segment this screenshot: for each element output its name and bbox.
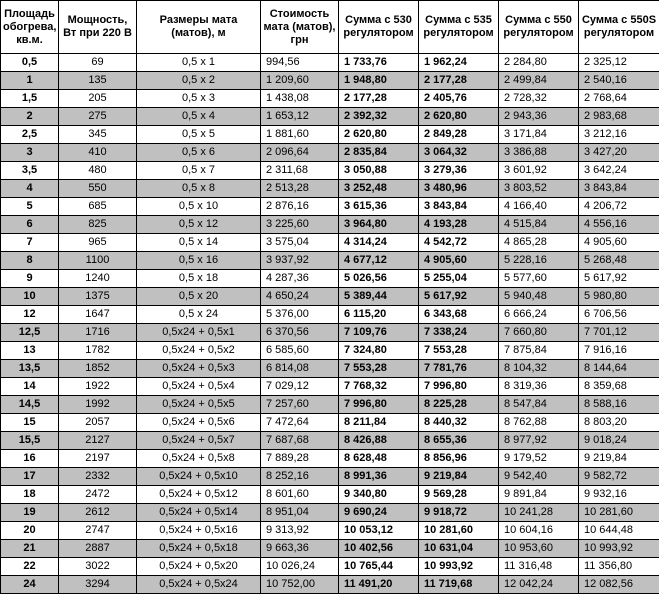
table-row bbox=[1, 90, 659, 108]
cell-size: 0,5 х 6 bbox=[137, 144, 261, 162]
cell-cost: 8 252,16 bbox=[261, 468, 339, 486]
cell-sum-550: 11 316,48 bbox=[499, 558, 579, 576]
cell-size: 0,5х24 + 0,5х12 bbox=[137, 486, 261, 504]
cell-cost: 10 752,00 bbox=[261, 576, 339, 594]
cell-area: 20 bbox=[1, 522, 59, 540]
cell-sum-550s: 8 144,64 bbox=[579, 360, 659, 378]
cell-cost: 2 876,16 bbox=[261, 198, 339, 216]
header-row bbox=[1, 1, 659, 54]
cell-cost: 7 687,68 bbox=[261, 432, 339, 450]
cell-cost: 9 313,92 bbox=[261, 522, 339, 540]
cell-sum-550s: 9 582,72 bbox=[579, 468, 659, 486]
cell-sum-550: 2 284,80 bbox=[499, 54, 579, 72]
cell-power: 965 bbox=[59, 234, 137, 252]
cell-sum-550: 3 601,92 bbox=[499, 162, 579, 180]
table-row bbox=[1, 108, 659, 126]
cell-cost: 6 370,56 bbox=[261, 324, 339, 342]
cell-sum-550s: 8 588,16 bbox=[579, 396, 659, 414]
cell-area: 1 bbox=[1, 72, 59, 90]
cell-area: 6 bbox=[1, 216, 59, 234]
cell-area: 2,5 bbox=[1, 126, 59, 144]
cell-sum-550s: 2 768,64 bbox=[579, 90, 659, 108]
cell-size: 0,5 х 4 bbox=[137, 108, 261, 126]
cell-sum-550: 7 875,84 bbox=[499, 342, 579, 360]
cell-size: 0,5х24 + 0,5х20 bbox=[137, 558, 261, 576]
cell-sum-530: 8 426,88 bbox=[339, 432, 419, 450]
cell-size: 0,5 х 16 bbox=[137, 252, 261, 270]
cell-cost: 1 653,12 bbox=[261, 108, 339, 126]
cell-area: 14 bbox=[1, 378, 59, 396]
cell-sum-550: 2 943,36 bbox=[499, 108, 579, 126]
cell-sum-550: 8 319,36 bbox=[499, 378, 579, 396]
cell-area: 13 bbox=[1, 342, 59, 360]
cell-sum-535: 9 219,84 bbox=[419, 468, 499, 486]
cell-cost: 994,56 bbox=[261, 54, 339, 72]
cell-sum-535: 7 553,28 bbox=[419, 342, 499, 360]
cell-sum-535: 2 405,76 bbox=[419, 90, 499, 108]
cell-cost: 2 311,68 bbox=[261, 162, 339, 180]
cell-power: 2612 bbox=[59, 504, 137, 522]
header-power: Мощность, Вт при 220 В bbox=[59, 1, 137, 54]
cell-sum-550: 8 547,84 bbox=[499, 396, 579, 414]
cell-sum-530: 1 948,80 bbox=[339, 72, 419, 90]
cell-sum-530: 3 050,88 bbox=[339, 162, 419, 180]
cell-size: 0,5х24 + 0,5х4 bbox=[137, 378, 261, 396]
table-row bbox=[1, 324, 659, 342]
cell-cost: 1 881,60 bbox=[261, 126, 339, 144]
cell-sum-530: 8 211,84 bbox=[339, 414, 419, 432]
cell-size: 0,5х24 + 0,5х24 bbox=[137, 576, 261, 594]
cell-size: 0,5х24 + 0,5х1 bbox=[137, 324, 261, 342]
cell-power: 550 bbox=[59, 180, 137, 198]
cell-sum-535: 8 440,32 bbox=[419, 414, 499, 432]
cell-size: 0,5 х 14 bbox=[137, 234, 261, 252]
cell-sum-550: 5 577,60 bbox=[499, 270, 579, 288]
cell-area: 14,5 bbox=[1, 396, 59, 414]
cell-sum-550s: 3 642,24 bbox=[579, 162, 659, 180]
cell-area: 12,5 bbox=[1, 324, 59, 342]
cell-power: 345 bbox=[59, 126, 137, 144]
cell-size: 0,5х24 + 0,5х8 bbox=[137, 450, 261, 468]
cell-cost: 6 585,60 bbox=[261, 342, 339, 360]
cell-sum-535: 8 856,96 bbox=[419, 450, 499, 468]
cell-sum-530: 4 314,24 bbox=[339, 234, 419, 252]
cell-size: 0,5 х 12 bbox=[137, 216, 261, 234]
cell-area: 12 bbox=[1, 306, 59, 324]
cell-sum-535: 1 962,24 bbox=[419, 54, 499, 72]
cell-power: 135 bbox=[59, 72, 137, 90]
cell-sum-550s: 8 359,68 bbox=[579, 378, 659, 396]
cell-power: 410 bbox=[59, 144, 137, 162]
cell-sum-550s: 2 540,16 bbox=[579, 72, 659, 90]
cell-sum-550s: 3 427,20 bbox=[579, 144, 659, 162]
cell-sum-530: 10 053,12 bbox=[339, 522, 419, 540]
cell-power: 2332 bbox=[59, 468, 137, 486]
cell-area: 24 bbox=[1, 576, 59, 594]
cell-power: 2197 bbox=[59, 450, 137, 468]
cell-power: 1240 bbox=[59, 270, 137, 288]
cell-sum-535: 5 617,92 bbox=[419, 288, 499, 306]
cell-cost: 9 663,36 bbox=[261, 540, 339, 558]
cell-sum-535: 3 843,84 bbox=[419, 198, 499, 216]
cell-cost: 8 951,04 bbox=[261, 504, 339, 522]
table-row bbox=[1, 396, 659, 414]
cell-sum-530: 3 615,36 bbox=[339, 198, 419, 216]
cell-sum-530: 1 733,76 bbox=[339, 54, 419, 72]
table-row bbox=[1, 198, 659, 216]
cell-sum-550: 9 891,84 bbox=[499, 486, 579, 504]
cell-sum-550s: 4 905,60 bbox=[579, 234, 659, 252]
cell-sum-530: 7 768,32 bbox=[339, 378, 419, 396]
cell-sum-550: 2 499,84 bbox=[499, 72, 579, 90]
table-row bbox=[1, 162, 659, 180]
cell-sum-535: 7 338,24 bbox=[419, 324, 499, 342]
cell-sum-550s: 9 932,16 bbox=[579, 486, 659, 504]
cell-power: 3022 bbox=[59, 558, 137, 576]
cell-sum-550: 7 660,80 bbox=[499, 324, 579, 342]
cell-area: 4 bbox=[1, 180, 59, 198]
cell-sum-535: 2 177,28 bbox=[419, 72, 499, 90]
cell-area: 21 bbox=[1, 540, 59, 558]
header-sum-530: Сумма с 530 регулятором bbox=[339, 1, 419, 54]
cell-sum-550s: 12 082,56 bbox=[579, 576, 659, 594]
table-row bbox=[1, 576, 659, 594]
header-cost: Стоимость мата (матов), грн bbox=[261, 1, 339, 54]
cell-cost: 6 814,08 bbox=[261, 360, 339, 378]
cell-sum-550: 3 803,52 bbox=[499, 180, 579, 198]
cell-sum-550s: 11 356,80 bbox=[579, 558, 659, 576]
table-row bbox=[1, 216, 659, 234]
table-row bbox=[1, 144, 659, 162]
cell-sum-535: 10 993,92 bbox=[419, 558, 499, 576]
cell-sum-535: 7 996,80 bbox=[419, 378, 499, 396]
cell-sum-550s: 6 706,56 bbox=[579, 306, 659, 324]
header-size: Размеры мата (матов), м bbox=[137, 1, 261, 54]
table-row bbox=[1, 270, 659, 288]
cell-power: 2472 bbox=[59, 486, 137, 504]
cell-area: 2 bbox=[1, 108, 59, 126]
cell-size: 0,5х24 + 0,5х18 bbox=[137, 540, 261, 558]
cell-area: 9 bbox=[1, 270, 59, 288]
table-row bbox=[1, 486, 659, 504]
table-row bbox=[1, 540, 659, 558]
cell-sum-550: 8 104,32 bbox=[499, 360, 579, 378]
cell-sum-530: 9 340,80 bbox=[339, 486, 419, 504]
cell-sum-530: 8 991,36 bbox=[339, 468, 419, 486]
cell-size: 0,5 х 10 bbox=[137, 198, 261, 216]
cell-cost: 1 438,08 bbox=[261, 90, 339, 108]
cell-sum-550: 2 728,32 bbox=[499, 90, 579, 108]
table-row bbox=[1, 288, 659, 306]
cell-sum-535: 3 279,36 bbox=[419, 162, 499, 180]
cell-size: 0,5х24 + 0,5х5 bbox=[137, 396, 261, 414]
table-row bbox=[1, 378, 659, 396]
cell-cost: 10 026,24 bbox=[261, 558, 339, 576]
table-row bbox=[1, 432, 659, 450]
cell-sum-530: 7 109,76 bbox=[339, 324, 419, 342]
cell-sum-535: 4 193,28 bbox=[419, 216, 499, 234]
cell-sum-530: 7 324,80 bbox=[339, 342, 419, 360]
cell-sum-550: 12 042,24 bbox=[499, 576, 579, 594]
cell-area: 3,5 bbox=[1, 162, 59, 180]
table-row bbox=[1, 450, 659, 468]
cell-size: 0,5х24 + 0,5х10 bbox=[137, 468, 261, 486]
cell-area: 22 bbox=[1, 558, 59, 576]
table-row bbox=[1, 126, 659, 144]
cell-size: 0,5 х 20 bbox=[137, 288, 261, 306]
cell-power: 3294 bbox=[59, 576, 137, 594]
table-row bbox=[1, 414, 659, 432]
table-row bbox=[1, 72, 659, 90]
header-area: Площадь обогрева, кв.м. bbox=[1, 1, 59, 54]
cell-sum-550s: 10 993,92 bbox=[579, 540, 659, 558]
table-row bbox=[1, 306, 659, 324]
cell-power: 2127 bbox=[59, 432, 137, 450]
cell-sum-530: 10 402,56 bbox=[339, 540, 419, 558]
cell-power: 825 bbox=[59, 216, 137, 234]
cell-sum-535: 10 631,04 bbox=[419, 540, 499, 558]
cell-sum-535: 4 542,72 bbox=[419, 234, 499, 252]
cell-power: 2057 bbox=[59, 414, 137, 432]
cell-size: 0,5 х 18 bbox=[137, 270, 261, 288]
cell-cost: 7 257,60 bbox=[261, 396, 339, 414]
cell-power: 275 bbox=[59, 108, 137, 126]
cell-size: 0,5 х 3 bbox=[137, 90, 261, 108]
cell-power: 1647 bbox=[59, 306, 137, 324]
cell-power: 1782 bbox=[59, 342, 137, 360]
cell-sum-550s: 10 281,60 bbox=[579, 504, 659, 522]
cell-sum-550: 10 953,60 bbox=[499, 540, 579, 558]
cell-power: 1716 bbox=[59, 324, 137, 342]
cell-sum-535: 2 849,28 bbox=[419, 126, 499, 144]
cell-sum-530: 3 252,48 bbox=[339, 180, 419, 198]
cell-power: 69 bbox=[59, 54, 137, 72]
cell-sum-535: 8 655,36 bbox=[419, 432, 499, 450]
cell-sum-550s: 7 916,16 bbox=[579, 342, 659, 360]
header-sum-550s: Сумма с 550S регулятором bbox=[579, 1, 659, 54]
cell-cost: 2 513,28 bbox=[261, 180, 339, 198]
cell-cost: 4 650,24 bbox=[261, 288, 339, 306]
cell-sum-550s: 3 843,84 bbox=[579, 180, 659, 198]
cell-sum-550s: 5 980,80 bbox=[579, 288, 659, 306]
cell-sum-530: 5 026,56 bbox=[339, 270, 419, 288]
cell-area: 16 bbox=[1, 450, 59, 468]
cell-power: 205 bbox=[59, 90, 137, 108]
cell-cost: 1 209,60 bbox=[261, 72, 339, 90]
cell-sum-550: 4 515,84 bbox=[499, 216, 579, 234]
cell-size: 0,5 х 2 bbox=[137, 72, 261, 90]
cell-size: 0,5 х 1 bbox=[137, 54, 261, 72]
cell-sum-535: 5 255,04 bbox=[419, 270, 499, 288]
cell-area: 5 bbox=[1, 198, 59, 216]
cell-size: 0,5х24 + 0,5х14 bbox=[137, 504, 261, 522]
cell-sum-530: 11 491,20 bbox=[339, 576, 419, 594]
header-sum-550: Сумма с 550 регулятором bbox=[499, 1, 579, 54]
cell-sum-550s: 10 644,48 bbox=[579, 522, 659, 540]
cell-area: 3 bbox=[1, 144, 59, 162]
cell-area: 13,5 bbox=[1, 360, 59, 378]
cell-sum-550s: 5 617,92 bbox=[579, 270, 659, 288]
cell-sum-550: 3 171,84 bbox=[499, 126, 579, 144]
cell-sum-550s: 4 206,72 bbox=[579, 198, 659, 216]
cell-sum-535: 9 918,72 bbox=[419, 504, 499, 522]
cell-size: 0,5х24 + 0,5х6 bbox=[137, 414, 261, 432]
cell-cost: 7 889,28 bbox=[261, 450, 339, 468]
table-row bbox=[1, 54, 659, 72]
cell-power: 1992 bbox=[59, 396, 137, 414]
cell-cost: 7 029,12 bbox=[261, 378, 339, 396]
cell-cost: 5 376,00 bbox=[261, 306, 339, 324]
cell-sum-550: 9 179,52 bbox=[499, 450, 579, 468]
table-row bbox=[1, 234, 659, 252]
cell-sum-530: 10 765,44 bbox=[339, 558, 419, 576]
cell-sum-530: 2 177,28 bbox=[339, 90, 419, 108]
cell-sum-550: 3 386,88 bbox=[499, 144, 579, 162]
cell-sum-550: 9 542,40 bbox=[499, 468, 579, 486]
cell-sum-550s: 4 556,16 bbox=[579, 216, 659, 234]
table-row bbox=[1, 252, 659, 270]
cell-sum-550: 6 666,24 bbox=[499, 306, 579, 324]
table-row bbox=[1, 468, 659, 486]
table-row bbox=[1, 522, 659, 540]
cell-sum-550s: 2 325,12 bbox=[579, 54, 659, 72]
cell-power: 1100 bbox=[59, 252, 137, 270]
cell-sum-550s: 9 219,84 bbox=[579, 450, 659, 468]
cell-cost: 7 472,64 bbox=[261, 414, 339, 432]
cell-sum-550s: 9 018,24 bbox=[579, 432, 659, 450]
cell-area: 17 bbox=[1, 468, 59, 486]
cell-sum-530: 2 392,32 bbox=[339, 108, 419, 126]
cell-area: 19 bbox=[1, 504, 59, 522]
cell-sum-535: 3 064,32 bbox=[419, 144, 499, 162]
table-row bbox=[1, 558, 659, 576]
cell-size: 0,5х24 + 0,5х7 bbox=[137, 432, 261, 450]
cell-sum-550s: 2 983,68 bbox=[579, 108, 659, 126]
cell-size: 0,5х24 + 0,5х2 bbox=[137, 342, 261, 360]
cell-sum-535: 2 620,80 bbox=[419, 108, 499, 126]
cell-cost: 3 937,92 bbox=[261, 252, 339, 270]
cell-sum-530: 4 677,12 bbox=[339, 252, 419, 270]
cell-sum-535: 11 719,68 bbox=[419, 576, 499, 594]
cell-sum-535: 4 905,60 bbox=[419, 252, 499, 270]
cell-sum-550: 5 940,48 bbox=[499, 288, 579, 306]
cell-sum-550: 8 977,92 bbox=[499, 432, 579, 450]
cell-power: 2747 bbox=[59, 522, 137, 540]
cell-sum-535: 10 281,60 bbox=[419, 522, 499, 540]
cell-area: 18 bbox=[1, 486, 59, 504]
cell-cost: 2 096,64 bbox=[261, 144, 339, 162]
cell-size: 0,5 х 24 bbox=[137, 306, 261, 324]
cell-area: 10 bbox=[1, 288, 59, 306]
cell-size: 0,5х24 + 0,5х3 bbox=[137, 360, 261, 378]
cell-power: 1375 bbox=[59, 288, 137, 306]
cell-size: 0,5х24 + 0,5х16 bbox=[137, 522, 261, 540]
table-row bbox=[1, 504, 659, 522]
cell-sum-530: 8 628,48 bbox=[339, 450, 419, 468]
cell-sum-530: 2 620,80 bbox=[339, 126, 419, 144]
cell-power: 2887 bbox=[59, 540, 137, 558]
cell-sum-550: 4 166,40 bbox=[499, 198, 579, 216]
cell-size: 0,5 х 8 bbox=[137, 180, 261, 198]
cell-cost: 8 601,60 bbox=[261, 486, 339, 504]
table-row bbox=[1, 342, 659, 360]
cell-sum-550: 8 762,88 bbox=[499, 414, 579, 432]
cell-power: 480 bbox=[59, 162, 137, 180]
cell-area: 7 bbox=[1, 234, 59, 252]
cell-area: 15,5 bbox=[1, 432, 59, 450]
cell-sum-550s: 7 701,12 bbox=[579, 324, 659, 342]
cell-area: 1,5 bbox=[1, 90, 59, 108]
cell-sum-530: 9 690,24 bbox=[339, 504, 419, 522]
cell-area: 8 bbox=[1, 252, 59, 270]
cell-power: 1852 bbox=[59, 360, 137, 378]
cell-power: 685 bbox=[59, 198, 137, 216]
cell-sum-550: 4 865,28 bbox=[499, 234, 579, 252]
cell-sum-550s: 5 268,48 bbox=[579, 252, 659, 270]
cell-sum-550: 10 241,28 bbox=[499, 504, 579, 522]
table-row bbox=[1, 180, 659, 198]
cell-sum-550s: 3 212,16 bbox=[579, 126, 659, 144]
table-row bbox=[1, 360, 659, 378]
cell-sum-550s: 8 803,20 bbox=[579, 414, 659, 432]
cell-size: 0,5 х 7 bbox=[137, 162, 261, 180]
cell-sum-550: 10 604,16 bbox=[499, 522, 579, 540]
cell-size: 0,5 х 5 bbox=[137, 126, 261, 144]
cell-sum-535: 8 225,28 bbox=[419, 396, 499, 414]
cell-sum-535: 7 781,76 bbox=[419, 360, 499, 378]
cell-sum-530: 7 996,80 bbox=[339, 396, 419, 414]
cell-sum-530: 6 115,20 bbox=[339, 306, 419, 324]
cell-sum-535: 6 343,68 bbox=[419, 306, 499, 324]
cell-area: 15 bbox=[1, 414, 59, 432]
cell-sum-530: 7 553,28 bbox=[339, 360, 419, 378]
cell-cost: 3 225,60 bbox=[261, 216, 339, 234]
cell-sum-550: 5 228,16 bbox=[499, 252, 579, 270]
cell-cost: 3 575,04 bbox=[261, 234, 339, 252]
cell-sum-530: 2 835,84 bbox=[339, 144, 419, 162]
cell-power: 1922 bbox=[59, 378, 137, 396]
cell-sum-530: 5 389,44 bbox=[339, 288, 419, 306]
cell-sum-530: 3 964,80 bbox=[339, 216, 419, 234]
cell-area: 0,5 bbox=[1, 54, 59, 72]
cell-sum-535: 9 569,28 bbox=[419, 486, 499, 504]
header-sum-535: Сумма с 535 регулятором bbox=[419, 1, 499, 54]
cell-cost: 4 287,36 bbox=[261, 270, 339, 288]
table-body bbox=[1, 54, 659, 594]
cell-sum-535: 3 480,96 bbox=[419, 180, 499, 198]
